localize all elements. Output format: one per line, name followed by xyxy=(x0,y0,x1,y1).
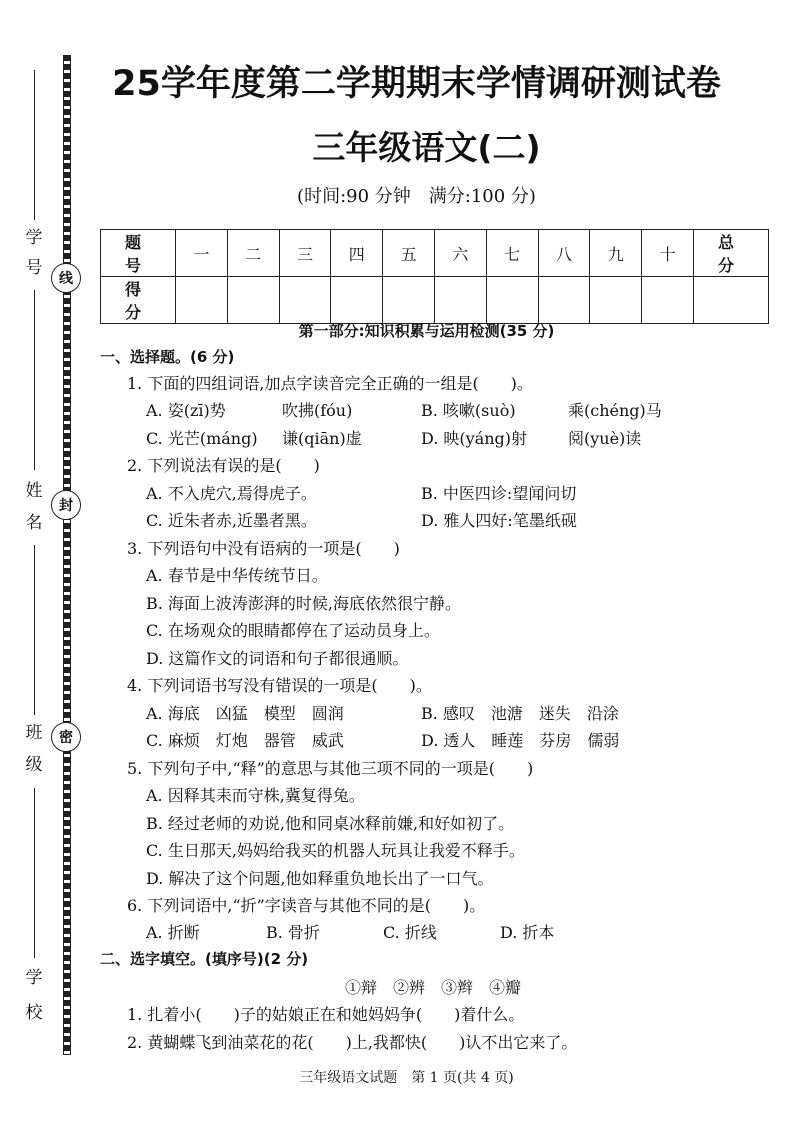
side-label-name-2: 名 xyxy=(25,513,43,533)
q3-option-c: C. 在场观众的眼睛都停在了运动员身上。 xyxy=(146,621,440,640)
q6-option-d: D. 折本 xyxy=(500,923,555,942)
q1-option-a2: 吹拂(fóu) xyxy=(282,401,353,420)
column-9: 九 xyxy=(590,230,642,277)
q5-option-d: D. 解决了这个问题,他如释重负地长出了一口气。 xyxy=(146,869,494,888)
q2-option-d: D. 雅人四好:笔墨纸砚 xyxy=(421,511,577,530)
exam-subtitle: 三年级语文(二) xyxy=(312,128,541,167)
q4-stem: 4. 下列词语书写没有错误的一项是( )。 xyxy=(127,676,432,695)
section1-title: 一、选择题。(6 分) xyxy=(100,348,235,366)
section2-options: ①辩 ②辨 ③辫 ④瓣 xyxy=(345,978,522,997)
side-label-school-2: 校 xyxy=(25,1003,43,1023)
q3-stem: 3. 下列语句中没有语病的一项是( ) xyxy=(127,539,400,558)
side-label-class-2: 级 xyxy=(25,755,43,775)
column-3: 三 xyxy=(279,230,331,277)
column-2: 二 xyxy=(227,230,279,277)
score-table xyxy=(100,229,769,324)
section2-q1: 1. 扎着小( )子的姑娘正在和她妈妈争( )着什么。 xyxy=(127,1005,525,1024)
seal-xian: 线 xyxy=(51,263,81,293)
column-10: 十 xyxy=(642,230,694,277)
score-label: 得 分 xyxy=(101,277,176,324)
score-cell-1 xyxy=(176,277,228,324)
exam-title: 25学年度第二学期期末学情调研测试卷 xyxy=(112,64,721,104)
section2-q2: 2. 黄蝴蝶飞到油菜花的花( )上,我都快( )认不出它来了。 xyxy=(127,1033,578,1052)
column-6: 六 xyxy=(434,230,486,277)
q1-option-c1: C. 光芒(máng) xyxy=(146,429,258,448)
section2-title: 二、选字填空。(填序号)(2 分) xyxy=(100,950,309,968)
q2-option-c: C. 近朱者赤,近墨者黑。 xyxy=(146,511,317,530)
side-rule xyxy=(34,290,35,470)
q1-option-c2: 谦(qiān)虚 xyxy=(282,429,362,448)
side-rule xyxy=(34,788,35,958)
q1-option-b1: B. 咳嗽(suò) xyxy=(421,401,516,420)
score-cell-9 xyxy=(590,277,642,324)
q3-option-b: B. 海面上波涛澎湃的时候,海底依然很宁静。 xyxy=(146,594,462,613)
side-label-class-1: 班 xyxy=(25,723,43,743)
q1-option-b2: 乘(chéng)马 xyxy=(568,401,662,420)
score-cell-4 xyxy=(331,277,383,324)
column-4: 四 xyxy=(331,230,383,277)
score-cell-total xyxy=(694,277,769,324)
page-footer: 三年级语文试题 第 1 页(共 4 页) xyxy=(299,1070,514,1086)
side-label-name-1: 姓 xyxy=(25,481,43,501)
q4-option-c: C. 麻烦 灯炮 器管 威武 xyxy=(146,731,344,750)
q2-option-b: B. 中医四诊:望闻问切 xyxy=(421,484,577,503)
side-label-school-1: 学 xyxy=(25,968,43,988)
side-label-student-no-1: 学 xyxy=(25,228,43,248)
score-cell-10 xyxy=(642,277,694,324)
seal-feng: 封 xyxy=(51,490,81,520)
q5-stem: 5. 下列句子中,“释”的意思与其他三项不同的一项是( ) xyxy=(127,759,534,778)
q1-option-d1: D. 映(yáng)射 xyxy=(421,429,528,448)
side-label-student-no-2: 号 xyxy=(25,258,43,278)
exam-info: (时间:90 分钟 满分:100 分) xyxy=(297,186,536,207)
q5-option-a: A. 因释其耒而守株,冀复得兔。 xyxy=(146,786,365,805)
q4-option-b: B. 感叹 池溏 迷失 沿涂 xyxy=(421,704,619,723)
q6-option-c: C. 折线 xyxy=(383,923,437,942)
score-cell-8 xyxy=(538,277,590,324)
question-no-label: 题 号 xyxy=(101,230,176,277)
score-cell-7 xyxy=(486,277,538,324)
column-7: 七 xyxy=(486,230,538,277)
part1-title: 第一部分:知识积累与运用检测(35 分) xyxy=(298,322,555,340)
q2-stem: 2. 下列说法有误的是( ) xyxy=(127,456,320,475)
q6-option-a: A. 折断 xyxy=(146,923,200,942)
column-1: 一 xyxy=(176,230,228,277)
seal-mi: 密 xyxy=(51,722,81,752)
score-cell-6 xyxy=(434,277,486,324)
q4-option-d: D. 透人 睡莲 芬房 儒弱 xyxy=(421,731,620,750)
side-rule xyxy=(34,545,35,715)
column-5: 五 xyxy=(383,230,435,277)
q5-option-b: B. 经过老师的劝说,他和同桌冰释前嫌,和好如初了。 xyxy=(146,814,515,833)
q1-option-a1: A. 姿(zī)势 xyxy=(146,401,226,420)
q6-option-b: B. 骨折 xyxy=(266,923,320,942)
score-cell-3 xyxy=(279,277,331,324)
q2-option-a: A. 不入虎穴,焉得虎子。 xyxy=(146,484,317,503)
score-cell-2 xyxy=(227,277,279,324)
q1-stem: 1. 下面的四组词语,加点字读音完全正确的一组是( )。 xyxy=(127,374,533,393)
q4-option-a: A. 海底 凶猛 模型 圆润 xyxy=(146,704,344,723)
q6-stem: 6. 下列词语中,“折”字读音与其他不同的是( )。 xyxy=(127,896,486,915)
q3-option-d: D. 这篇作文的词语和句子都很通顺。 xyxy=(146,649,409,668)
total-label: 总 分 xyxy=(694,230,769,277)
q3-option-a: A. 春节是中华传统节日。 xyxy=(146,566,328,585)
column-8: 八 xyxy=(538,230,590,277)
score-cell-5 xyxy=(383,277,435,324)
q1-option-d2: 阅(yuè)读 xyxy=(568,429,642,448)
score-table-score-row xyxy=(101,277,769,324)
score-table-header-row xyxy=(101,230,769,277)
q5-option-c: C. 生日那天,妈妈给我买的机器人玩具让我爱不释手。 xyxy=(146,841,525,860)
